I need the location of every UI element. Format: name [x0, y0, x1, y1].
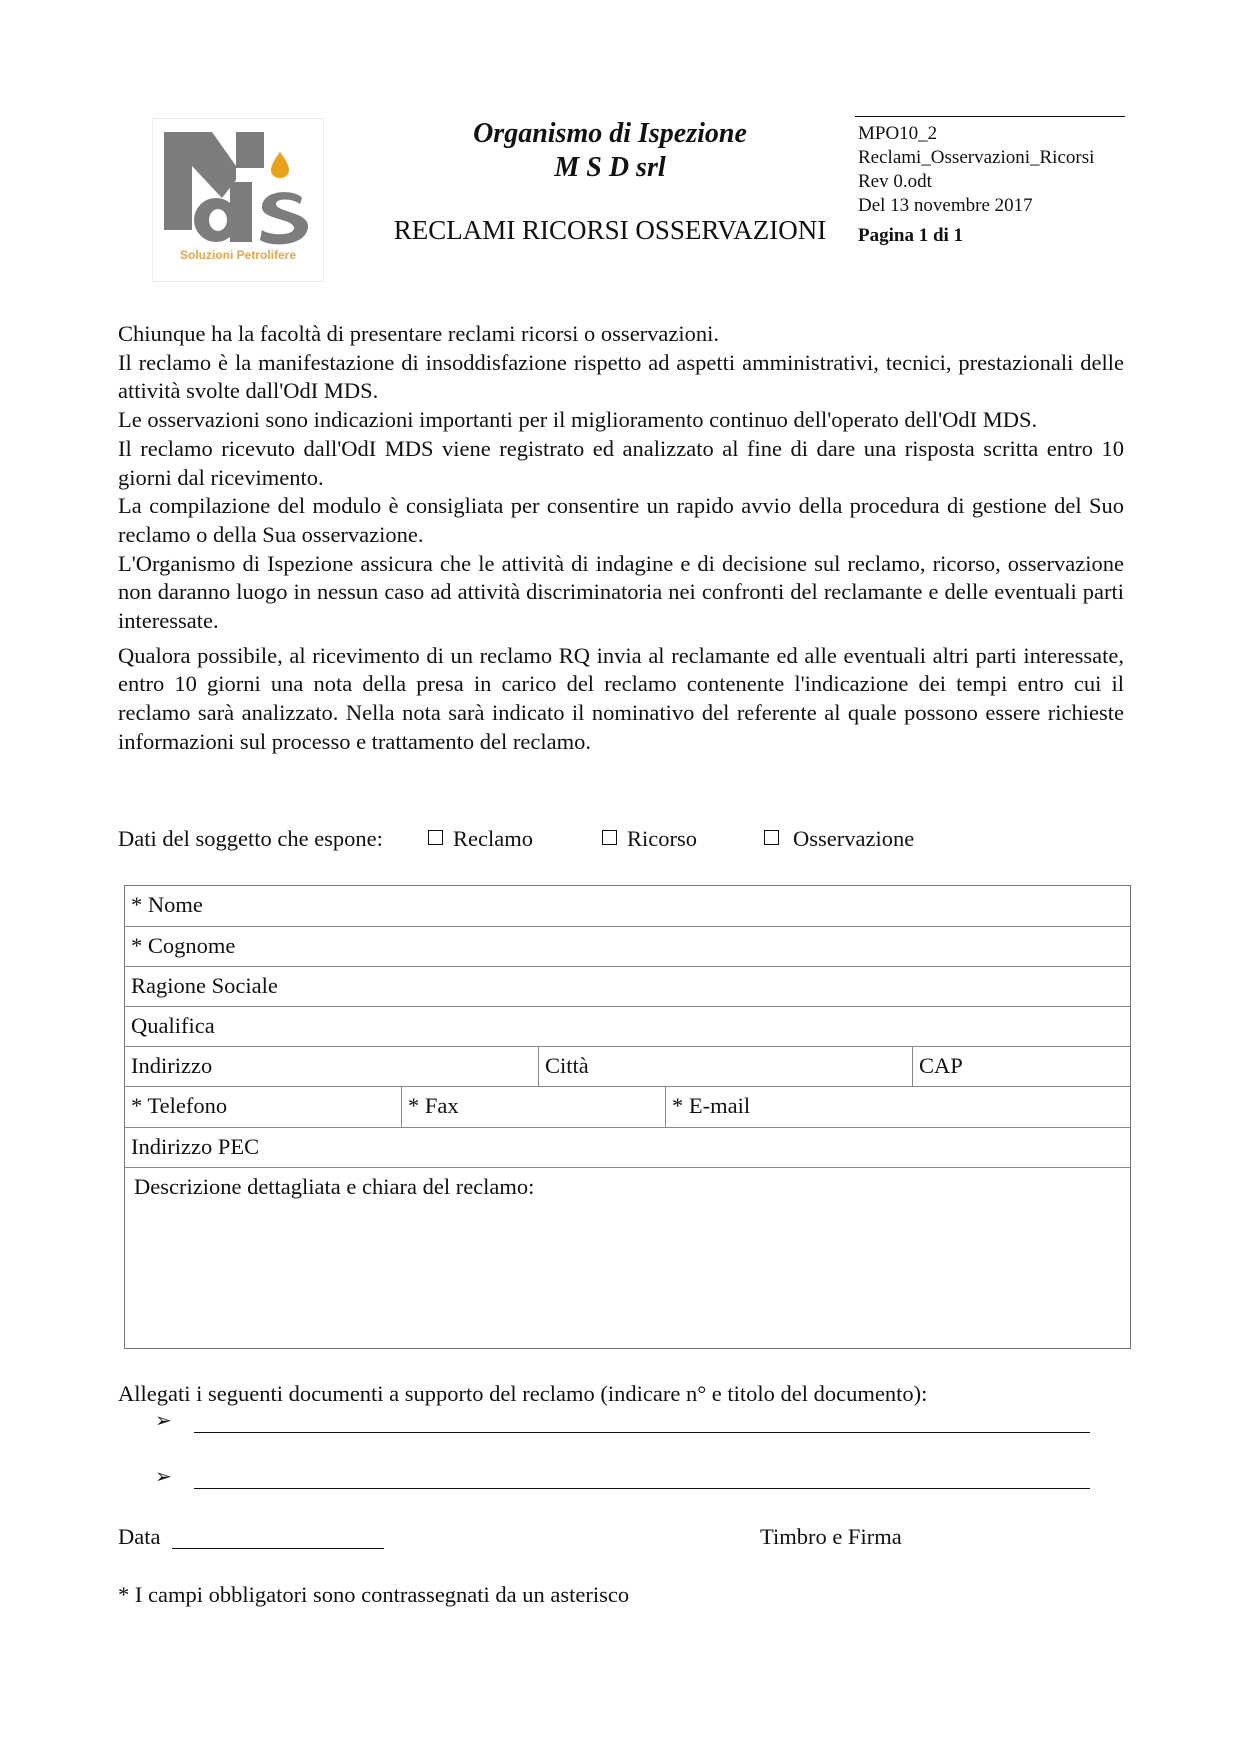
meta-divider [855, 116, 1125, 117]
field-nome[interactable]: * Nome [131, 892, 203, 917]
field-ragione-sociale[interactable]: Ragione Sociale [131, 973, 278, 998]
field-indirizzo[interactable]: Indirizzo [131, 1053, 213, 1078]
intro-text [118, 320, 1124, 757]
form-row-nome[interactable] [125, 886, 1130, 927]
form-row-pec[interactable] [125, 1128, 1130, 1168]
checkbox-label: Osservazione [793, 826, 915, 851]
checkbox-reclamo[interactable] [428, 826, 533, 852]
arrow-bullet-icon: ➢ [155, 1410, 172, 1432]
organization-name: Organismo di Ispezione [473, 118, 747, 149]
field-fax[interactable]: * Fax [401, 1087, 665, 1127]
form-row-descrizione[interactable] [125, 1168, 1130, 1348]
company-logo [152, 118, 324, 282]
attachments-label: Allegati i seguenti documenti a supporto del reclamo (indicare n° e titolo del documento): [118, 1381, 928, 1406]
intro-line: Il reclamo è la manifestazione di insoddisfazione rispetto ad aspetti amministrativi, tecnici, prestazionali delle attività svolte dall'OdI MDS. [118, 349, 1124, 404]
field-telefono[interactable]: * Telefono [131, 1093, 228, 1118]
field-descrizione[interactable]: Descrizione dettagliata e chiara del reclamo: [134, 1174, 535, 1199]
form-row-ragione-sociale[interactable] [125, 967, 1130, 1007]
required-fields-note: * I campi obbligatori sono contrassegnati da un asterisco [118, 1582, 630, 1607]
checkbox-label: Ricorso [627, 826, 697, 851]
doc-filename: Reclami_Osservazioni_Ricorsi [858, 147, 1095, 168]
subject-type-row [118, 826, 915, 852]
form-row-qualifica[interactable] [125, 1007, 1130, 1047]
intro-line: Le osservazioni sono indicazioni importanti per il miglioramento continuo dell'operato dell'OdI MDS. [118, 407, 1038, 433]
field-email[interactable]: * E-mail [665, 1087, 1130, 1127]
page-number: Pagina 1 di 1 [858, 225, 964, 246]
checkbox-label: Reclamo [453, 826, 533, 851]
doc-code: MPO10_2 [858, 123, 938, 144]
intro-line: Il reclamo ricevuto dall'OdI MDS viene registrato ed analizzato al fine di dare una risposta scritta entro 10 giorni dal ricevimento. [118, 435, 1124, 490]
attachment-line-2[interactable] [194, 1488, 1090, 1489]
checkbox-ricorso[interactable] [602, 826, 697, 852]
field-pec[interactable]: Indirizzo PEC [131, 1134, 260, 1159]
checkbox-icon[interactable] [602, 830, 617, 845]
intro-paragraph: Qualora possibile, al ricevimento di un reclamo RQ invia al reclamante ed alle eventuali altri parti interessate, entro 10 giorni una nota della presa in carico del reclamo contenente l'indicazione dei tempi entro cui il reclamo sarà analizzato. Nella nota sarà indicato il nominativo del referente al quale possono essere richieste informazioni sul processo e trattamento del reclamo. [118, 642, 1124, 754]
intro-line: Chiunque ha la facoltà di presentare reclami ricorsi o osservazioni. [118, 321, 720, 346]
field-cap[interactable]: CAP [912, 1047, 1130, 1086]
organization-company: M S D srl [554, 152, 666, 183]
date-line[interactable] [172, 1548, 384, 1549]
complaint-form-table [124, 885, 1131, 1349]
attachment-line-1[interactable] [194, 1432, 1090, 1433]
field-qualifica[interactable]: Qualifica [131, 1013, 215, 1038]
arrow-bullet-icon: ➢ [155, 1466, 172, 1488]
doc-date: Del 13 novembre 2017 [858, 195, 1033, 216]
stamp-signature-label: Timbro e Firma [760, 1524, 902, 1549]
form-row-contacts [125, 1087, 1130, 1128]
date-label: Data [118, 1524, 161, 1549]
checkbox-icon[interactable] [428, 830, 443, 845]
form-row-cognome[interactable] [125, 927, 1130, 967]
checkbox-osservazione[interactable] [764, 826, 914, 852]
intro-line: L'Organismo di Ispezione assicura che le attività di indagine e di decisione sul reclamo, ricorso, osservazione non daranno luogo in nessun caso ad attività discriminatoria nei confronti del reclamante e delle eventuali parti interessate. [118, 550, 1124, 634]
subject-type-label: Dati del soggetto che espone: [118, 826, 383, 851]
intro-line: La compilazione del modulo è consigliata per consentire un rapido avvio della procedura di gestione del Suo reclamo o della Sua osservazione. [118, 493, 1124, 547]
field-cognome[interactable]: * Cognome [131, 933, 236, 958]
checkbox-icon[interactable] [764, 830, 779, 845]
doc-revision: Rev 0.odt [858, 171, 932, 192]
form-row-address [125, 1047, 1130, 1087]
logo-tagline: Soluzioni Petrolifere [179, 248, 296, 262]
document-title: RECLAMI RICORSI OSSERVAZIONI [393, 215, 827, 245]
field-citta[interactable]: Città [538, 1047, 912, 1086]
